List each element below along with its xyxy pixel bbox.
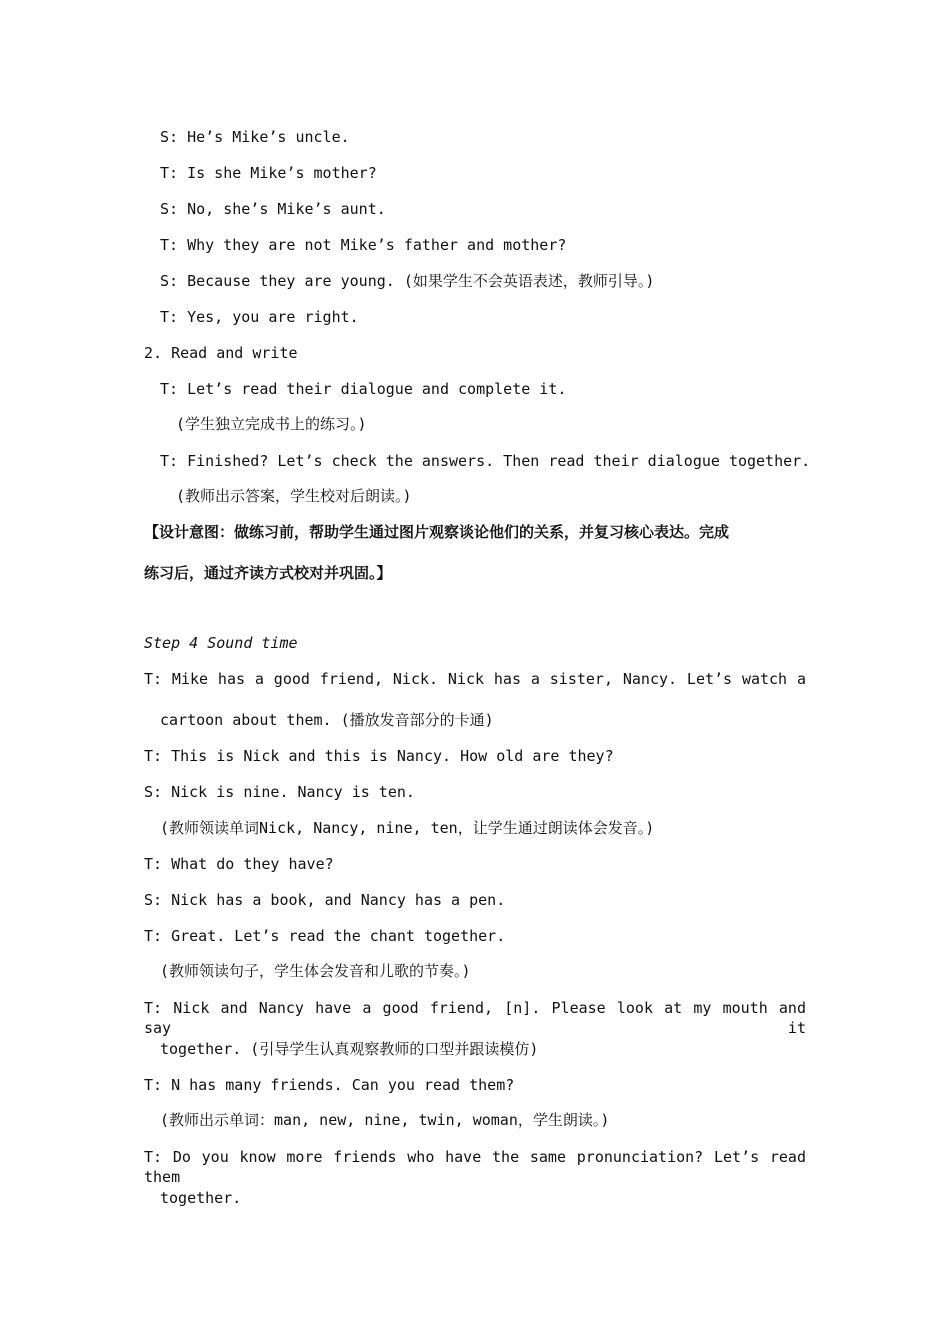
dialogue-line: T: Is she Mike’s mother? [160, 164, 377, 182]
dialogue-line-continued: together. (引导学生认真观察教师的口型并跟读模仿) [160, 1040, 539, 1058]
dialogue-line: T: Yes, you are right. [160, 308, 359, 326]
design-intent-line-1: 【设计意图：做练习前，帮助学生通过图片观察谈论他们的关系，并复习核心表达。完成 [144, 523, 730, 541]
dialogue-line: T: Do you know more friends who have the same pronunciation? Let’s read them [144, 1148, 806, 1186]
dialogue-line: S: Nick is nine. Nancy is ten. [144, 783, 415, 801]
teacher-note: (教师出示单词：man, new, nine, twin, woman，学生朗读。) [160, 1111, 610, 1129]
dialogue-line: T: Nick and Nancy have a good friend, [n]. Please look at my mouth and say it [144, 999, 806, 1037]
dialogue-line: T: Great. Let’s read the chant together. [144, 927, 506, 945]
dialogue-line-continued: cartoon about them. (播放发音部分的卡通) [160, 711, 494, 729]
dialogue-line: T: Why they are not Mike’s father and mother? [160, 236, 567, 254]
dialogue-line-continued: together. [160, 1189, 242, 1207]
design-intent-line-2: 练习后，通过齐读方式校对并巩固。】 [144, 564, 392, 582]
teacher-note: (教师出示答案，学生校对后朗读。) [176, 487, 412, 505]
dialogue-line: T: N has many friends. Can you read them? [144, 1076, 515, 1094]
dialogue-line: S: Nick has a book, and Nancy has a pen. [144, 891, 506, 909]
dialogue-line: T: Let’s read their dialogue and complete it. [160, 380, 567, 398]
dialogue-line: T: This is Nick and this is Nancy. How old are they? [144, 747, 614, 765]
section-heading: 2. Read and write [144, 344, 298, 362]
teacher-note: (教师领读句子，学生体会发音和儿歌的节奏。) [160, 962, 471, 980]
dialogue-line: T: Finished? Let’s check the answers. Then read their dialogue together. [160, 452, 811, 470]
step-heading: Step 4 Sound time [144, 634, 298, 652]
teacher-note: (教师领读单词Nick, Nancy, nine, ten，让学生通过朗读体会发音。) [160, 819, 655, 837]
dialogue-line: T: What do they have? [144, 855, 334, 873]
dialogue-line: S: No, she’s Mike’s aunt. [160, 200, 386, 218]
dialogue-line: S: He’s Mike’s uncle. [160, 128, 350, 146]
dialogue-line: S: Because they are young. (如果学生不会英语表述，教师引导。) [160, 272, 655, 290]
dialogue-line: T: Mike has a good friend, Nick. Nick has a sister, Nancy. Let’s watch a [144, 670, 806, 688]
teacher-note: (学生独立完成书上的练习。) [176, 415, 367, 433]
